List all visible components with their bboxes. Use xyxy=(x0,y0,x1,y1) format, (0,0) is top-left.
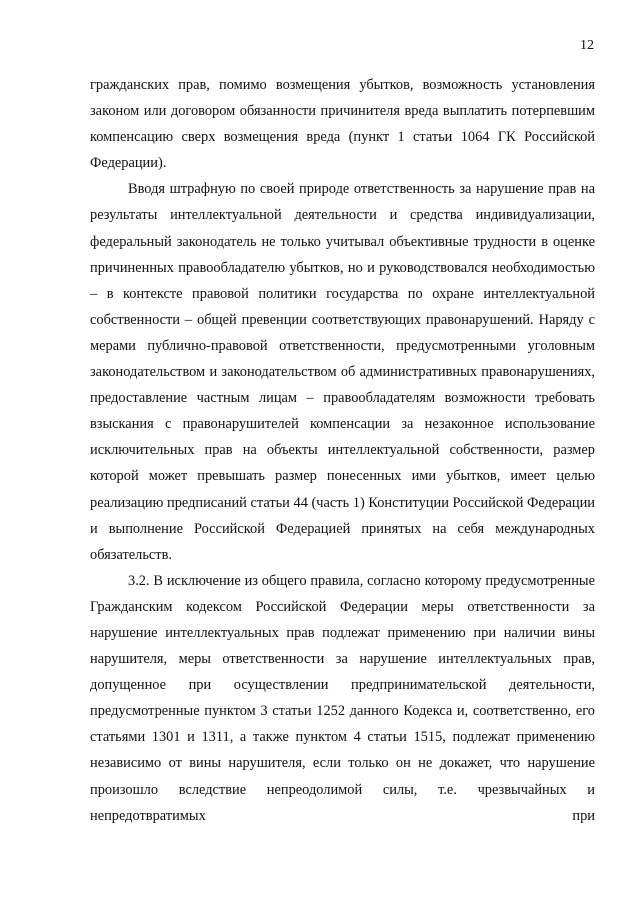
document-body xyxy=(90,72,595,829)
paragraph-punitive-liability: Вводя штрафную по своей природе ответственность за нарушение прав на результаты интеллектуальной деятельности и средства индивидуализации, федеральный законодатель не только учитывал объективные трудности в оценке причиненных правообладателю убытков, но и руководствовался необходимостью – в контексте правовой политики государства по охране интеллектуальной собственности – общей превенции соответствующих правонарушений. Наряду с мерами публично-правовой ответственности, предусмотренными уголовным законодательством и законодательством об административных правонарушениях, предоставление частным лицам – правообладателям возможности требовать взыскания с правонарушителей компенсации за незаконное использование исключительных прав на объекты интеллектуальной собственности, размер которой может превышать размер понесенных ими убытков, имеет целью реализацию предписаний статьи 44 (часть 1) Конституции Российской Федерации и выполнение Российской Федерацией принятых на себя международных обязательств. xyxy=(90,181,595,563)
paragraph-continuation: гражданских прав, помимо возмещения убытков, возможность установления законом или договором обязанности причинителя вреда выплатить потерпевшим компенсацию сверх возмещения вреда (пункт 1 статьи 1064 ГК Российской Федерации). xyxy=(90,77,595,172)
page-number: 12 xyxy=(580,38,594,53)
paragraph-section-3-2: 3.2. В исключение из общего правила, согласно которому предусмотренные Гражданским кодексом Российской Федерации меры ответственности за нарушение интеллектуальных прав подлежат применению при наличии вины нарушителя, меры ответственности за нарушение интеллектуальных прав, допущенное при осуществлении предпринимательской деятельности, предусмотренные пунктом 3 статьи 1252 данного Кодекса и, соответственно, его статьями 1301 и 1311, а также пунктом 4 статьи 1515, подлежат применению независимо от вины нарушителя, если только он не докажет, что нарушение произошло вследствие непреодолимой силы, т.е. чрезвычайных и непредотвратимых при xyxy=(90,572,595,824)
